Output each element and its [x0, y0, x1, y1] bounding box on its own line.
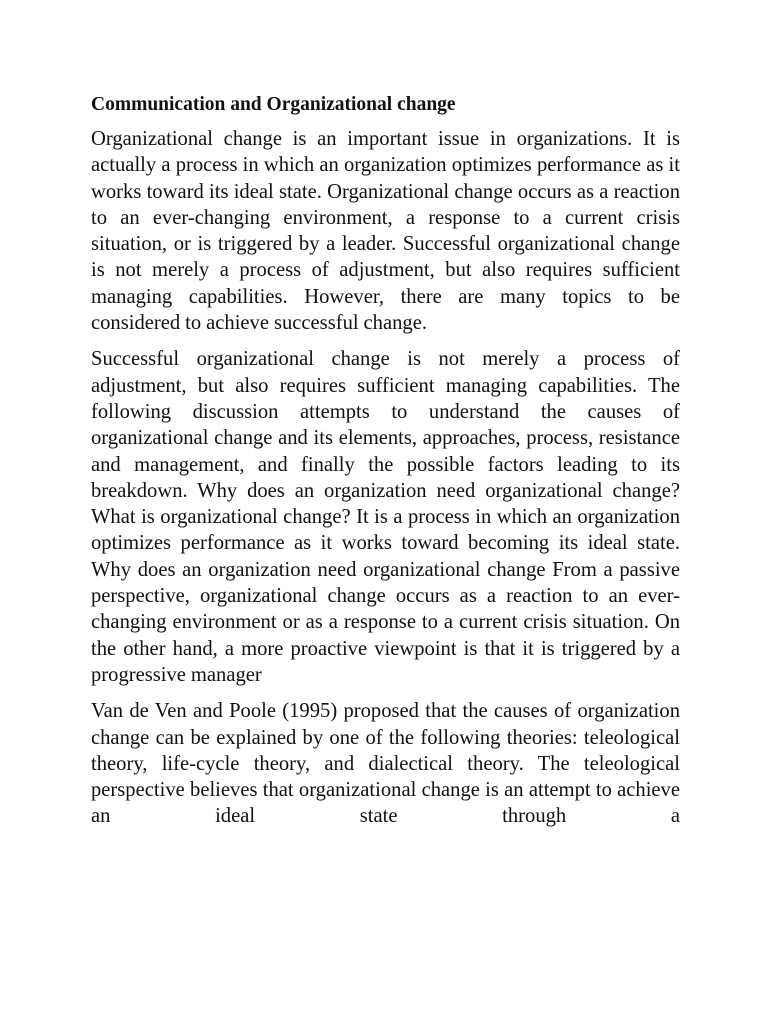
document-title: Communication and Organizational change [91, 94, 456, 115]
paragraph-2: Successful organizational change is not merely a process of adjustment, but also requires sufficient managing capabilities. The following discussion attempts to understand the causes of organizational change and its elements, approaches, process, resistance and management, and finally the possible factors leading to its breakdown. Why does an organization need organizational change? What is organizational change? It is a process in which an organization optimizes performance as it works toward becoming its ideal state. Why does an organization need organizational change From a passive perspective, organizational change occurs as a reaction to an ever-changing environment or as a response to a current crisis situation. On the other hand, a more proactive viewpoint is that it is triggered by a progressive manager [91, 348, 680, 686]
paragraph-1: Organizational change is an important issue in organizations. It is actually a process in which an organization optimizes performance as it works toward its ideal state. Organizational change occurs as a reaction to an ever-changing environment, a response to a current crisis situation, or is triggered by a leader. Successful organizational change is not merely a process of adjustment, but also requires sufficient managing capabilities. However, there are many topics to be considered to achieve successful change. [91, 128, 680, 335]
paragraph-3: Van de Ven and Poole (1995) proposed that the causes of organization change can be explained by one of the following theories: teleological theory, life-cycle theory, and dialectical theory. The teleological perspective believes that organizational change is an attempt to achieve an ideal state through a [91, 700, 680, 828]
